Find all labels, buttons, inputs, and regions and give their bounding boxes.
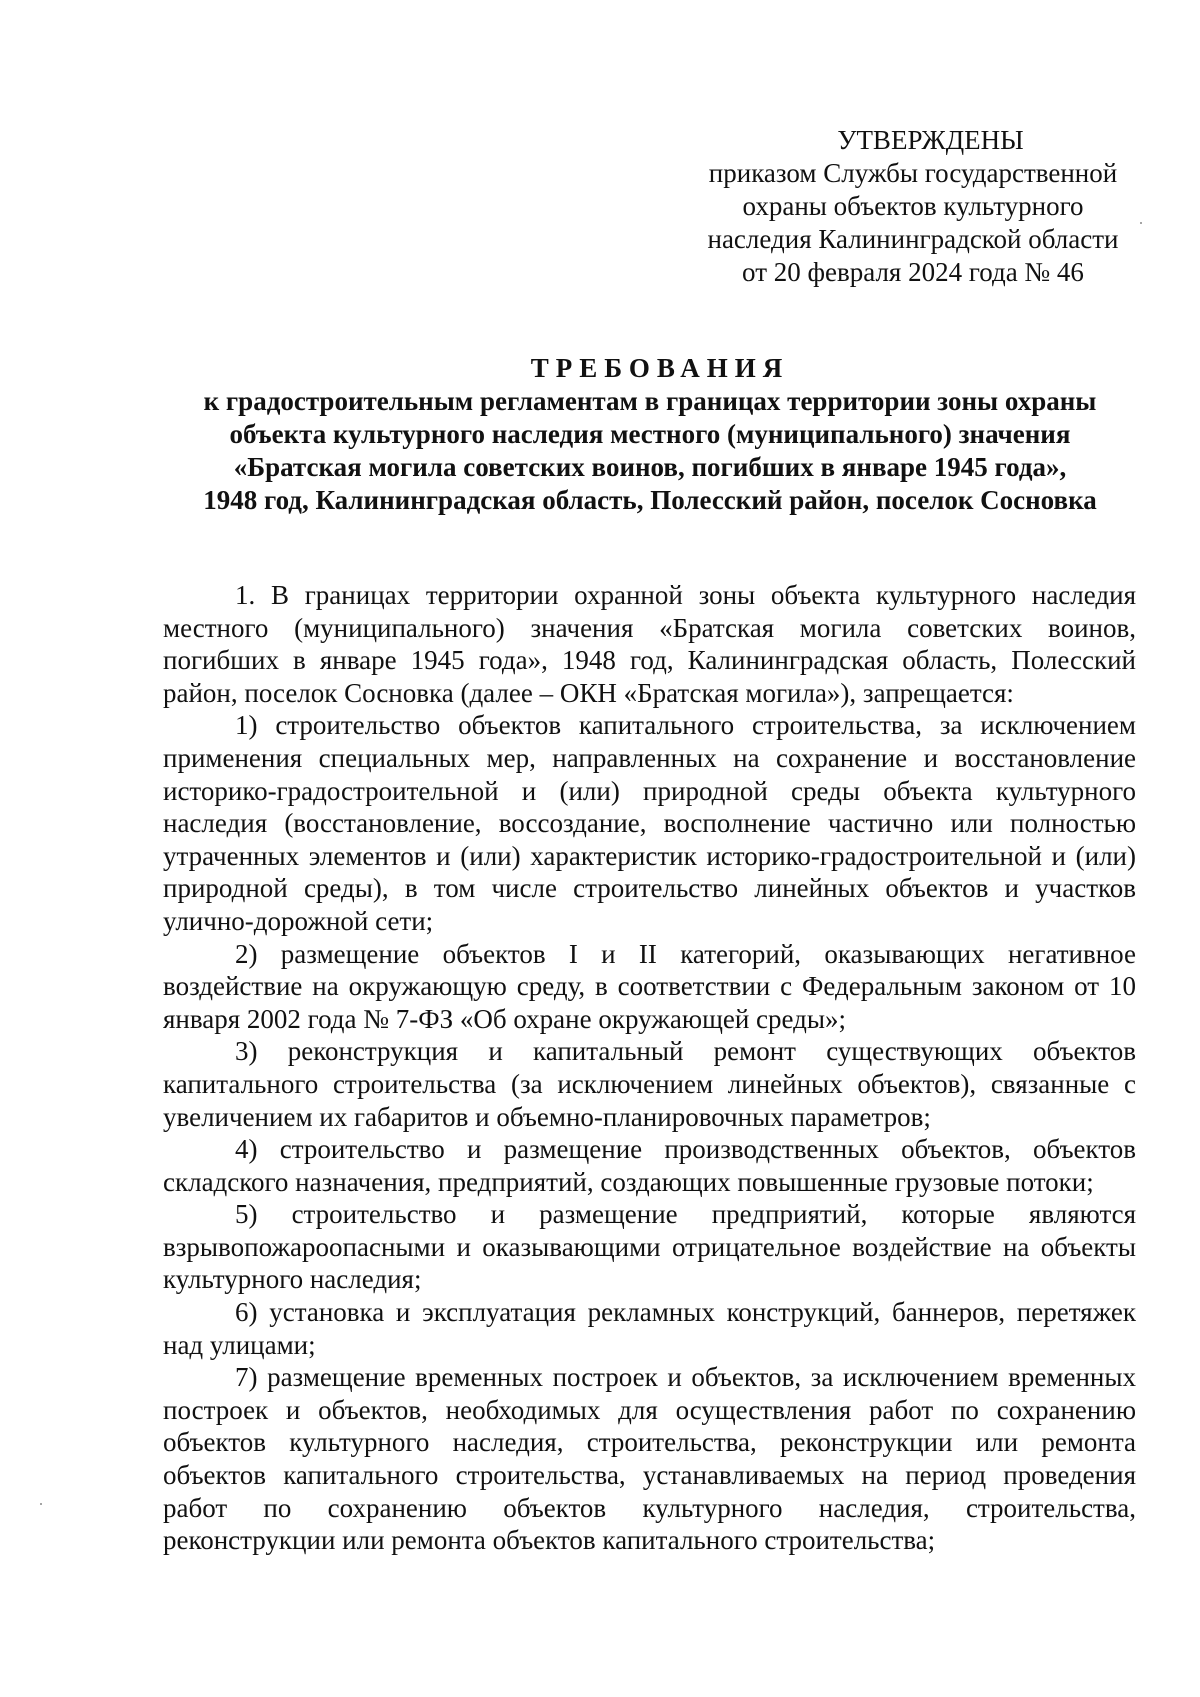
approval-line: приказом Службы государственной — [708, 158, 1118, 188]
document-body — [163, 579, 1136, 1557]
approval-heading: УТВЕРЖДЕНЫ — [837, 125, 1024, 155]
title-line: «Братская могила советских воинов, погибших в январе 1945 года», — [233, 452, 1067, 482]
paragraph: 4) строительство и размещение производственных объектов, объектов складского назначения, предприятий, создающих повышенные грузовые потоки; — [163, 1134, 1136, 1197]
paragraph: 1. В границах территории охранной зоны объекта культурного наследия местного (муниципального) значения «Братская могила советских воинов, погибших в январе 1945 года», 1948 год, Калининградская область, Полесский район, поселок Сосновка (далее – ОКН «Братская могила»), запрещается: — [163, 580, 1136, 708]
paragraph: 7) размещение временных построек и объектов, за исключением временных построек и объектов, необходимых для осуществления работ по сохранению объектов культурного наследия, строительства, реконструкции или ремонта объектов капитального строительства, устанавливаемых на период проведения работ по сохранению объектов культурного наследия, строительства, реконструкции или ремонта объектов капитального строительства; — [163, 1362, 1136, 1556]
scan-speck — [40, 1503, 42, 1505]
title-line: к градостроительным регламентам в границах территории зоны охраны — [203, 386, 1097, 416]
paragraph: 5) строительство и размещение предприятий, которые являются взрывопожароопасными и оказывающими отрицательное воздействие на объекты культурного наследия; — [163, 1199, 1136, 1295]
title-line: 1948 год, Калининградская область, Полесский район, поселок Сосновка — [203, 485, 1097, 515]
paragraph: 6) установка и эксплуатация рекламных конструкций, баннеров, перетяжек над улицами; — [163, 1297, 1136, 1360]
approval-line: от 20 февраля 2024 года № 46 — [742, 257, 1084, 287]
approval-line: охраны объектов культурного — [742, 191, 1084, 221]
paragraph: 3) реконструкция и капитальный ремонт существующих объектов капитального строительства (за исключением линейных объектов), связанные с увеличением их габаритов и объемно-планировочных параметров; — [163, 1036, 1136, 1132]
approval-line: наследия Калининградской области — [707, 224, 1119, 254]
title-heading: ТРЕБОВАНИЯ — [530, 353, 790, 383]
paragraph: 2) размещение объектов I и II категорий, оказывающих негативное воздействие на окружающую среду, в соответствии с Федеральным законом от 10 января 2002 года № 7-ФЗ «Об охране окружающей среды»; — [163, 938, 1136, 1034]
title-line: объекта культурного наследия местного (муниципального) значения — [229, 419, 1071, 449]
document-title — [150, 352, 1150, 517]
paragraph: 1) строительство объектов капитального строительства, за исключением применения специальных мер, направленных на сохранение и восстановление историко-градостроительной и (или) природной среды объекта культурного наследия (восстановление, воссоздание, восполнение частично или полностью утраченных элементов и (или) характеристик историко-градостроительной и (или) природной среды), в том числе строительство линейных объектов и участков улично-дорожной сети; — [163, 710, 1136, 936]
approval-stamp — [688, 124, 1138, 289]
scan-speck — [1140, 222, 1142, 224]
